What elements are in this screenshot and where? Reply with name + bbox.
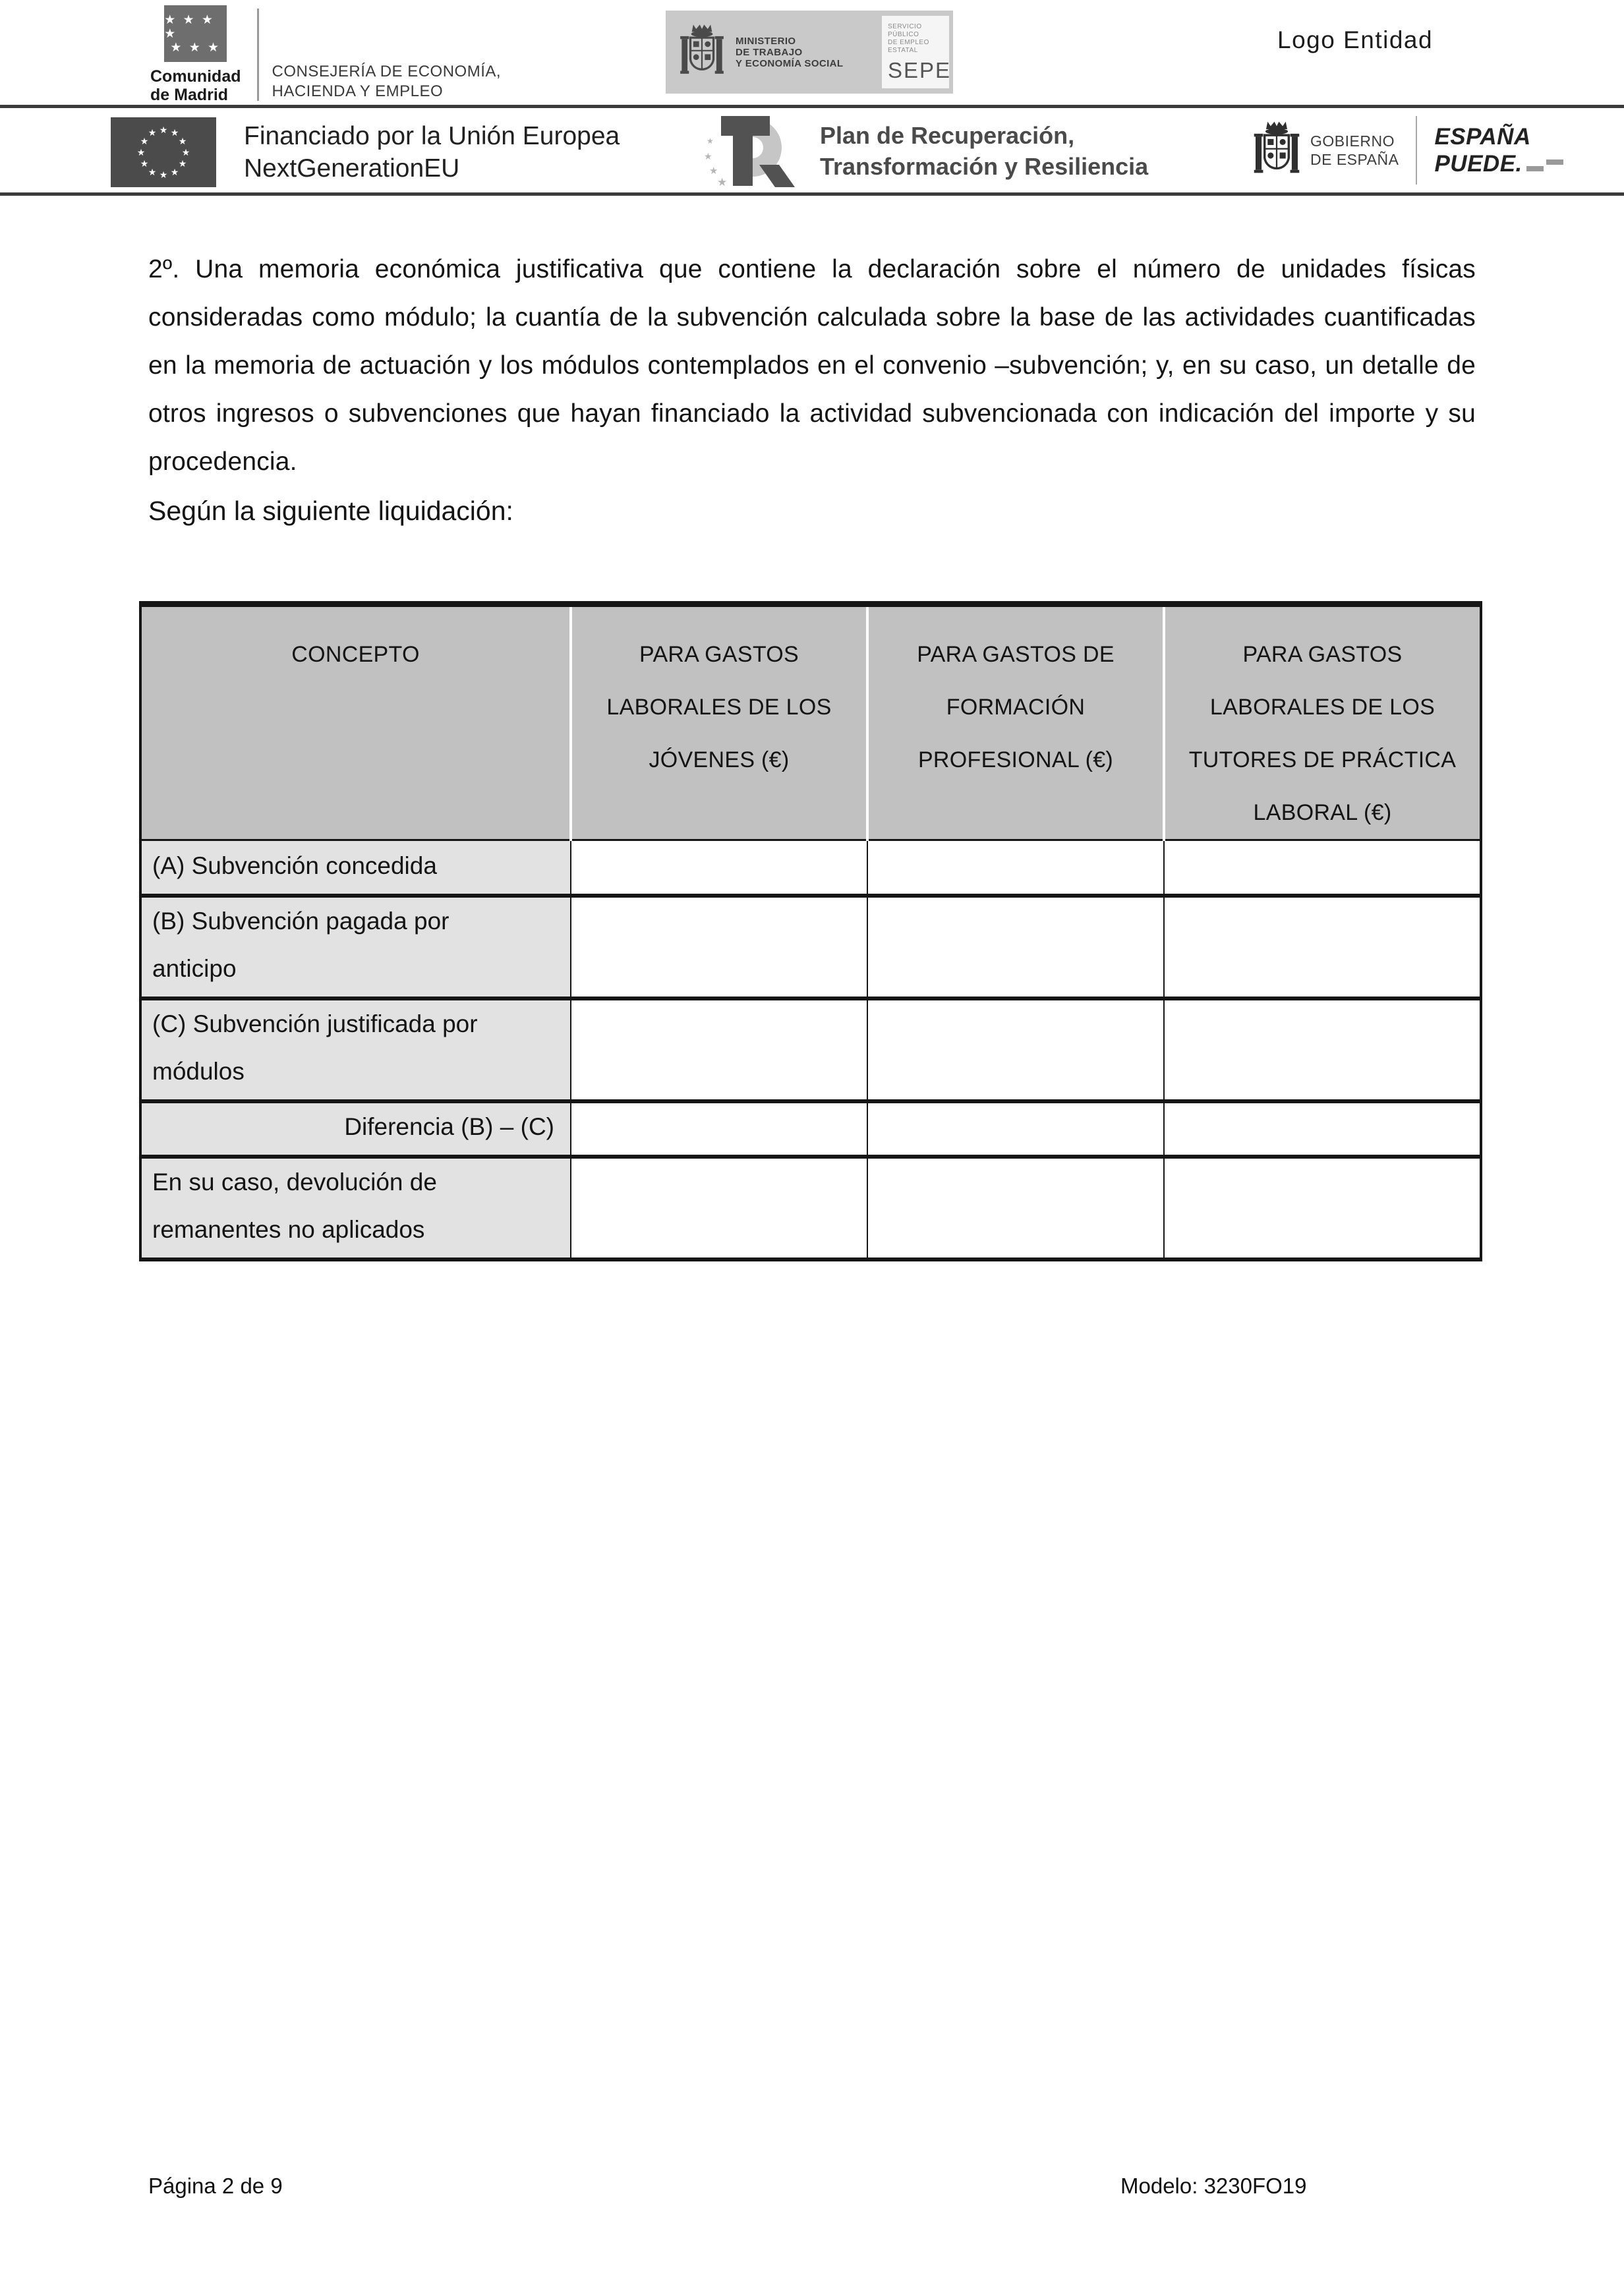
table-cell [1164, 1157, 1481, 1259]
liquidation-table [139, 601, 1482, 1261]
table-cell [571, 896, 867, 998]
table-cell [867, 998, 1164, 1101]
svg-text:★: ★ [170, 128, 179, 138]
gobierno-name: GOBIERNO DE ESPAÑA [1310, 132, 1399, 168]
table-cell [571, 1157, 867, 1259]
svg-text:★: ★ [704, 152, 712, 162]
spain-coat-of-arms-icon [680, 22, 724, 82]
row-label: (B) Subvención pagada por anticipo [140, 896, 571, 998]
header-divider-line-2 [0, 192, 1624, 196]
entity-logo-placeholder: Logo Entidad [1277, 26, 1434, 53]
table-cell [1164, 998, 1481, 1101]
row-label: (C) Subvención justificada por módulos [140, 998, 571, 1101]
table-row-subvencion-pagada [140, 896, 1481, 998]
svg-text:★: ★ [709, 165, 718, 177]
sepe-wordmark: SEPE [888, 57, 952, 82]
row-label: Diferencia (B) – (C) [140, 1101, 571, 1157]
tr-monogram-icon [704, 113, 796, 188]
svg-text:★: ★ [178, 159, 187, 169]
madrid-flag-icon [164, 5, 227, 62]
table-header-formacion-profesional: PARA GASTOS DE FORMACIÓN PROFESIONAL (€) [867, 604, 1164, 840]
plan-recuperacion-text: Plan de Recuperación, Transformación y Resiliencia [820, 122, 1149, 180]
row-label: En su caso, devolución de remanentes no aplicados [140, 1157, 571, 1259]
table-cell [571, 840, 867, 896]
row-label: (A) Subvención concedida [140, 840, 571, 896]
table-cell [571, 998, 867, 1101]
header-divider-line-1 [0, 105, 1624, 108]
table-row-devolucion-remanentes [140, 1157, 1481, 1259]
espana-puede-wordmark: ESPAÑA PUEDE. [1434, 123, 1563, 177]
form-model-code: Modelo: 3230FO19 [1120, 2174, 1307, 2198]
table-header-row [140, 604, 1481, 840]
table-header-tutores: PARA GASTOS LABORALES DE LOS TUTORES DE PRÁCTICA LABORAL (€) [1164, 604, 1481, 840]
sepe-subtitle-line2: DE EMPLEO ESTATAL [888, 38, 929, 54]
svg-text:★: ★ [159, 170, 168, 181]
svg-text:★: ★ [159, 125, 168, 136]
comunidad-madrid-logo [150, 5, 501, 104]
madrid-stars-row1: ★ ★ ★ ★ [164, 13, 215, 41]
ministerio-trabajo-logo [666, 11, 953, 94]
table-cell [867, 840, 1164, 896]
svg-text:★: ★ [178, 136, 187, 147]
table-row-diferencia [140, 1101, 1481, 1157]
svg-text:★: ★ [170, 167, 179, 178]
table-cell [571, 1101, 867, 1157]
madrid-divider [257, 9, 259, 101]
svg-text:★: ★ [148, 128, 157, 138]
sepe-logo [882, 16, 952, 88]
svg-text:★: ★ [140, 136, 149, 147]
table-cell [867, 896, 1164, 998]
ministerio-name: MINISTERIO DE TRABAJO Y ECONOMÍA SOCIAL [736, 35, 844, 69]
table-cell [1164, 1101, 1481, 1157]
table-header-gastos-jovenes: PARA GASTOS LABORALES DE LOS JÓVENES (€) [571, 604, 867, 840]
table-row-subvencion-justificada [140, 998, 1481, 1101]
svg-text:★: ★ [181, 148, 190, 158]
liquidacion-intro-line: Según la siguiente liquidación: [148, 496, 513, 526]
svg-text:★: ★ [148, 167, 157, 178]
plan-recuperacion-logo [704, 113, 1148, 188]
svg-text:★: ★ [717, 176, 728, 188]
table-cell [1164, 840, 1481, 896]
eu-flag-icon [111, 117, 216, 187]
puede-dash2-icon [1546, 159, 1563, 165]
table-cell [867, 1157, 1164, 1259]
puede-dash-icon [1526, 166, 1544, 171]
gobierno-coat-of-arms-icon [1254, 119, 1300, 182]
page-number: Página 2 de 9 [148, 2174, 283, 2198]
sepe-subtitle-line1: SERVICIO PÚBLICO [888, 22, 922, 38]
table-cell [867, 1101, 1164, 1157]
madrid-region-name: Comunidad de Madrid [150, 67, 241, 104]
table-row-subvencion-concedida [140, 840, 1481, 896]
madrid-stars-row2: ★ ★ ★ [170, 40, 221, 55]
eu-funding-text: Financiado por la Unión Europea NextGenerationEU [244, 122, 620, 183]
body-paragraph: 2º. Una memoria económica justificativa que contiene la declaración sobre el número de unidades físicas consideradas como módulo; la cuantía de la subvención calculada sobre la base de las actividades cuantificadas en la memoria de actuación y los módulos contemplados en el convenio –subvención; y, en su caso, un detalle de otros ingresos o subvenciones que hayan financiado la actividad subvencionada con indicación del importe y su procedencia. [148, 255, 1476, 476]
table-cell [1164, 896, 1481, 998]
madrid-department: CONSEJERÍA DE ECONOMÍA, HACIENDA Y EMPLEO [272, 63, 502, 100]
svg-text:★: ★ [140, 159, 149, 169]
svg-text:★: ★ [707, 136, 714, 146]
eu-funding-logo [111, 117, 620, 187]
gobierno-divider [1416, 116, 1417, 185]
gobierno-espana-logo [1254, 116, 1563, 185]
svg-text:★: ★ [136, 148, 146, 158]
table-header-concepto: CONCEPTO [140, 604, 571, 840]
comunidad-madrid-flag-block [150, 5, 241, 104]
